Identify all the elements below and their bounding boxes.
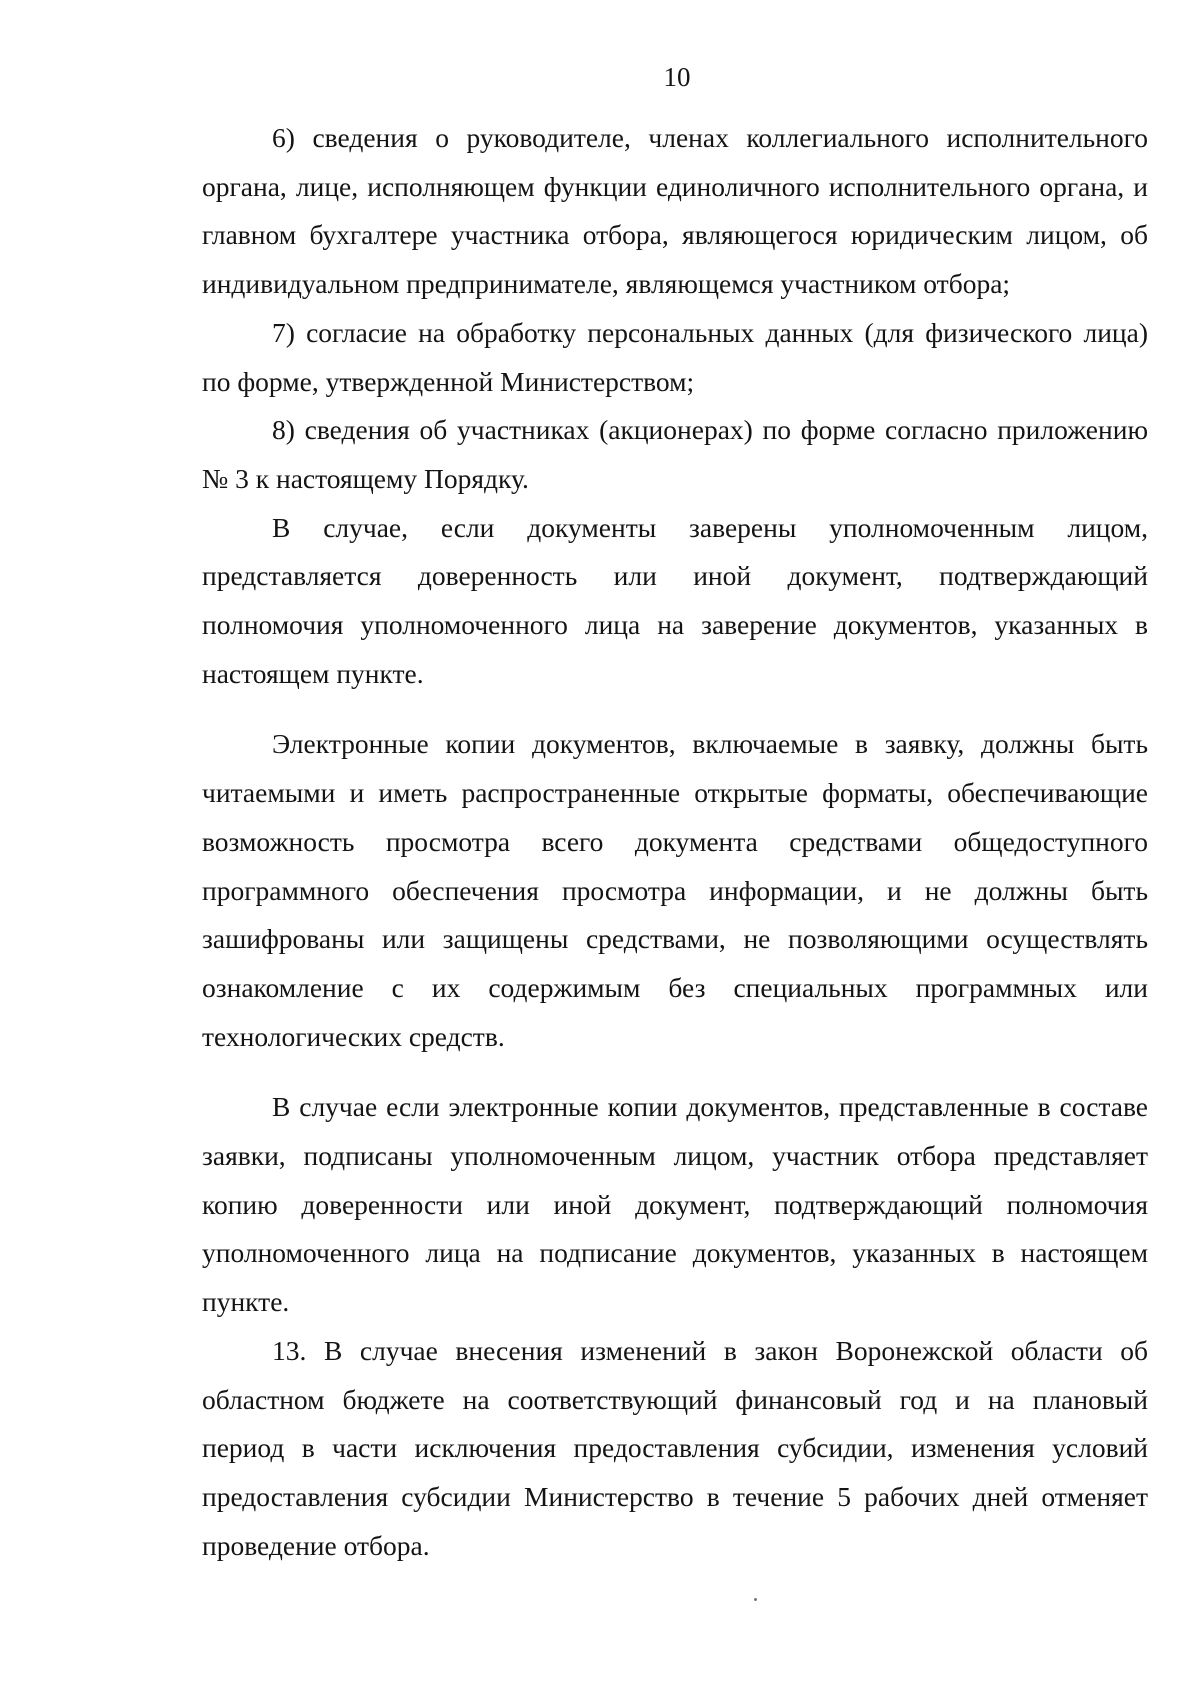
paragraph-electronic-copies: Электронные копии документов, включаемые в заявку, должны быть читаемыми и иметь распространенные открытые форматы, обеспечивающие возможность просмотра всего документа средствами общедоступного программного обеспечения просмотра информации, и не должны быть зашифрованы или защищены средствами, не позволяющими осуществлять ознакомление с их содержимым без специальных программных или технологических средств. [202,728,1148,1052]
paragraph-signed-copies: В случае если электронные копии документов, представленные в составе заявки, подписаны уполномоченным лицом, участник отбора представляет копию доверенности или иной документ, подтверждающий полномочия уполномоченного лица на подписание документов, указанных в настоящем пункте. [202,1091,1148,1318]
paragraph-item-6: 6) сведения о руководителе, членах коллегиального исполнительного органа, лице, исполняющем функции единоличного исполнительного органа, и главном бухгалтере участника отбора, являющегося юридическим лицом, об индивидуальном предпринимателе, являющемся участником отбора; [202,122,1148,300]
paragraph-clause-13: 13. В случае внесения изменений в закон Воронежской области об областном бюджете на соответствующий финансовый год и на плановый период в части исключения предоставления субсидии, изменения условий предоставления субсидии Министерство в течение 5 рабочих дней отменяет проведение отбора. [202,1334,1148,1561]
paragraph-authorized-person: В случае, если документы заверены уполномоченным лицом, представляется доверенность или иной документ, подтверждающий полномочия уполномоченного лица на заверение документов, указанных в настоящем пункте. [202,511,1148,689]
paragraph-item-7: 7) согласие на обработку персональных данных (для физического лица) по форме, утвержденной Министерством; [202,316,1148,397]
scan-speck [754,1598,757,1601]
document-body [202,114,1148,1570]
page-number: 10 [663,62,691,92]
paragraph-item-8: 8) сведения об участниках (акционерах) по форме согласно приложению № 3 к настоящему Порядку. [202,414,1148,494]
